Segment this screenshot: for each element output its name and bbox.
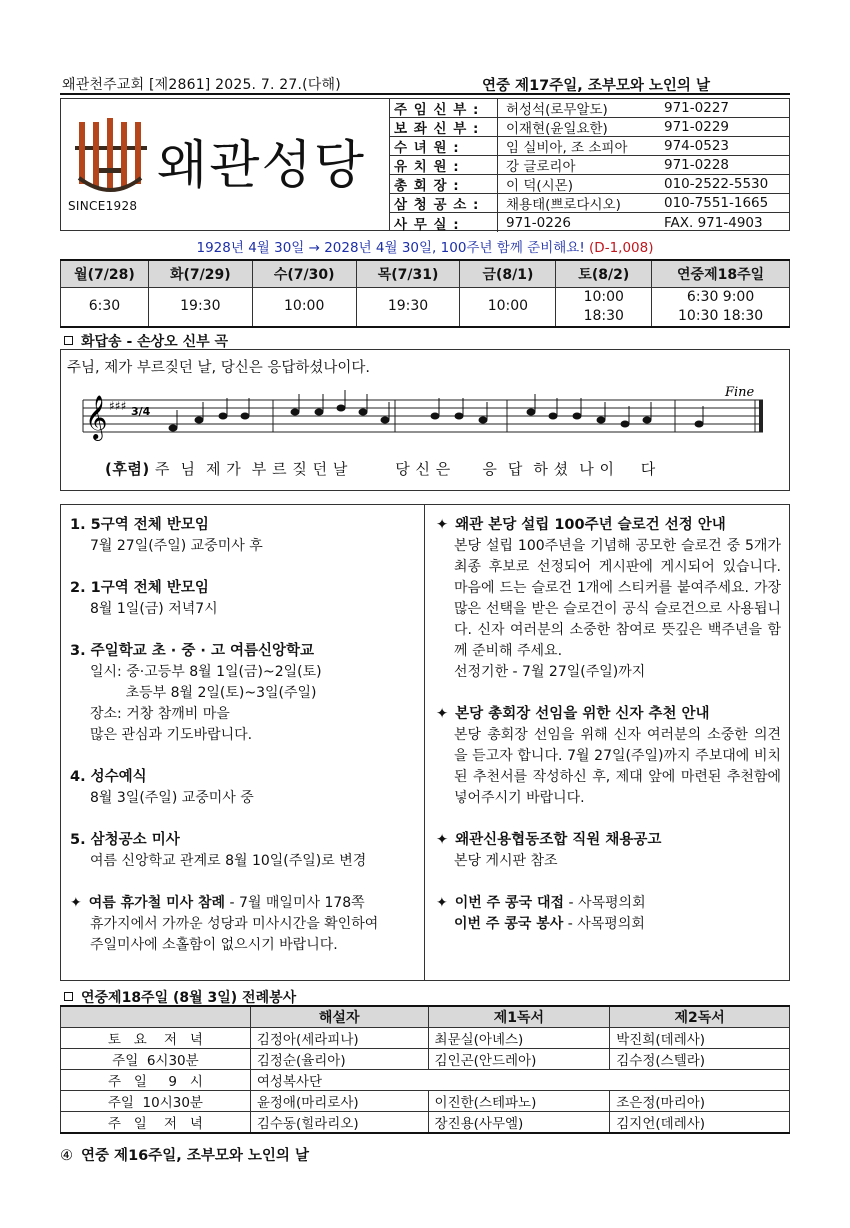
mass-time: 10:00: [583, 288, 624, 305]
spacer: [436, 683, 781, 704]
service-slot: 주일 10시30분: [61, 1091, 251, 1112]
notice-body: 본당 총회장 선임을 위해 신자 여러분의 소중한 의견을 듣고자 합니다. 7월 27일(주일)까지 주보대에 비치된 추천서를 작성하신 후, 제대 앞에 마련된 추천함에 넣어주시기 바랍니다.: [454, 727, 781, 806]
vacation-suffix: - 7월 매일미사 178쪽: [225, 895, 365, 911]
page-number: ④: [60, 1148, 73, 1164]
mass-time-cell: [356, 287, 460, 327]
staff-phone: 971-0228: [664, 157, 729, 173]
service-header: [61, 1006, 251, 1028]
psalm-text: 주님, 제가 부르짖던 날, 당신은 응답하셨나이다.: [67, 360, 371, 376]
star-icon: ✦: [70, 895, 82, 911]
staff-role: 삼 청 공 소 :: [390, 194, 498, 212]
staff-role: 유 치 원 :: [390, 156, 498, 174]
staff-role: 주 임 신 부 :: [390, 99, 498, 117]
soup-kitchen-line: [436, 914, 781, 935]
service-section-title: 연중제18주일 (8월 3일) 전례봉사: [64, 987, 296, 1007]
notice-title: [436, 830, 781, 851]
mass-time: 18:30: [583, 307, 624, 324]
staff-phone: 971-0227: [664, 100, 729, 116]
vacation-body: 주일미사에 소홀함이 없으시기 바랍니다.: [90, 937, 338, 953]
announcement-title: 2. 1구역 전체 반모임: [70, 580, 209, 596]
staff-person: 임 실비아, 조 소피아: [506, 140, 628, 156]
star-icon: ✦: [436, 895, 448, 911]
notice-title: [436, 515, 781, 536]
staff-row: [390, 175, 789, 194]
announcement-title: 5. 삼청공소 미사: [70, 832, 180, 848]
staff-person: 971-0226: [506, 214, 571, 231]
centennial-text: 1928년 4월 30일 → 2028년 4월 30일, 100주년 함께 준비해요!: [196, 240, 585, 256]
service-slot: 토 요 저 녁: [61, 1028, 251, 1049]
mass-time: 19:30: [180, 298, 221, 315]
vacation-title: 여름 휴가철 미사 참례: [88, 895, 226, 911]
church-logo-icon: [71, 116, 151, 196]
logo-box: [60, 98, 390, 231]
staff-person: 이 덕(시몬): [506, 178, 573, 194]
staff-row: [390, 213, 789, 232]
mass-day: 목(7/31): [356, 260, 460, 287]
vacation-notice-title: [70, 893, 415, 914]
mass-time-cell: [652, 287, 790, 327]
staff-row: [390, 137, 789, 156]
spacer: [70, 872, 415, 893]
soup-kitchen-title: 이번 주 콩국 봉사: [454, 916, 564, 932]
staff-phone: 974-0523: [664, 138, 729, 154]
service-person: 최문실(아녜스): [428, 1028, 610, 1049]
fine-mark: Fine: [725, 386, 755, 400]
staff-phone: 971-0229: [664, 119, 729, 135]
mass-time: 10:00: [487, 298, 529, 315]
service-row: [61, 1049, 790, 1070]
announcement-body: 일시: 중·고등부 8월 1일(금)~2일(토): [90, 664, 322, 680]
service-row: [61, 1112, 790, 1134]
liturgical-day: 연중 제17주일, 조부모와 노인의 날: [482, 78, 710, 94]
service-person: 김수동(힐라리오): [250, 1112, 428, 1134]
staff-phone: FAX. 971-4903: [664, 214, 763, 231]
spacer: [70, 620, 415, 641]
svg-text:3/4: 3/4: [131, 405, 151, 418]
star-icon: ✦: [436, 517, 449, 533]
mass-time-cell: [556, 287, 652, 327]
service-person: 김인곤(안드레아): [428, 1049, 610, 1070]
staff-person: 채용태(쁘로다시오): [506, 197, 621, 213]
staff-person: 이재현(윤일요한): [506, 121, 608, 137]
mass-time: 6:30 9:00: [686, 288, 755, 305]
service-person: 김정순(율리아): [250, 1049, 428, 1070]
service-slot: 주일 6시30분: [61, 1049, 251, 1070]
mass-time: 10:00: [284, 298, 325, 315]
treble-clef-icon: 𝄞: [85, 395, 108, 439]
service-person: 조은정(마리아): [610, 1091, 790, 1112]
psalm-section-title: 화답송 - 손상오 신부 곡: [64, 331, 228, 351]
mass-day: 월(7/28): [61, 260, 149, 287]
staff-role: 사 무 실 :: [390, 213, 498, 232]
psalm-lyrics: (후렴) 주 님 제 가 부 르 짖 던 날 당 신 은 응 답 하 셨 나 이 다: [105, 460, 656, 478]
notice-deadline: 선정기한 - 7월 27일(주일)까지: [454, 664, 646, 680]
star-icon: ✦: [436, 706, 449, 722]
soup-kitchen-title: 이번 주 콩국 대접: [454, 895, 565, 911]
notice-title-text: 왜관신용협동조합 직원 채용공고: [455, 832, 662, 848]
service-person: 김정아(세라피나): [250, 1028, 428, 1049]
notice-title: [436, 704, 781, 725]
bulletin-issue: 왜관천주교회 [제2861] 2025. 7. 27.(다해): [62, 77, 341, 93]
staff-role: 총 회 장 :: [390, 175, 498, 193]
mass-time: 10:30 18:30: [678, 307, 764, 324]
mass-day: 연중제18주일: [652, 260, 790, 287]
service-row: [61, 1028, 790, 1049]
staff-row: [390, 156, 789, 175]
section-box-icon: [64, 992, 73, 1001]
notice-title-text: 본당 총회장 선임을 위한 신자 추천 안내: [455, 706, 710, 722]
service-merged: 여성복사단: [250, 1070, 789, 1091]
mass-day: 화(7/29): [148, 260, 252, 287]
service-person: 이진한(스테파노): [428, 1091, 610, 1112]
soup-kitchen-line: [436, 893, 781, 914]
staff-person: 허성석(로무알도): [506, 102, 608, 118]
mass-time: 6:30: [88, 298, 121, 315]
announcement-title: 1. 5구역 전체 반모임: [70, 517, 209, 533]
spacer: [70, 746, 415, 767]
header-rule: [60, 93, 790, 95]
mass-time-cell: [460, 287, 556, 327]
mass-day: 토(8/2): [556, 260, 652, 287]
announcement-body: 많은 관심과 기도바랍니다.: [90, 727, 253, 743]
psalm-box: [60, 349, 790, 491]
service-slot: 주 일 9 시: [61, 1070, 251, 1091]
vacation-body: 휴가지에서 가까운 성당과 미사시간을 확인하여: [90, 916, 379, 932]
mass-time-cell: [148, 287, 252, 327]
announcements-left: [70, 515, 415, 956]
announcement-title: 4. 성수예식: [70, 769, 147, 785]
soup-kitchen-value: - 사목평의회: [563, 916, 645, 932]
notice-title-text: 왜관 본당 설립 100주년 슬로건 선정 안내: [455, 517, 726, 533]
mass-schedule-table: [60, 259, 790, 328]
announcement-body: 초등부 8월 2일(토)~3일(주일): [90, 685, 317, 701]
service-person: 윤정애(마리로사): [250, 1091, 428, 1112]
staff-row: [390, 194, 789, 213]
spacer: [436, 809, 781, 830]
star-icon: ✦: [436, 832, 449, 848]
mass-time-cell: [61, 287, 149, 327]
staff-row: [390, 118, 789, 137]
centennial-banner: [60, 236, 790, 256]
mass-time: 19:30: [387, 298, 429, 315]
announcement-body: 8월 3일(주일) 교중미사 중: [90, 790, 254, 806]
staff-phone: 010-7551-1665: [664, 195, 769, 211]
spacer: [70, 809, 415, 830]
staff-row: [390, 99, 789, 118]
service-person: 장진용(사무엘): [428, 1112, 610, 1134]
since-year: SINCE1928: [68, 199, 138, 213]
mass-day: 수(7/30): [252, 260, 356, 287]
section-box-icon: [64, 336, 73, 345]
church-name: 왜관성당: [157, 136, 366, 196]
service-row: [61, 1091, 790, 1112]
svg-text:♯♯♯: ♯♯♯: [109, 399, 127, 413]
staff-role: 수 녀 원 :: [390, 137, 498, 155]
service-slot: 주 일 저 녁: [61, 1112, 251, 1134]
staff-directory: [390, 98, 790, 231]
announcement-body: 여름 신앙학교 관계로 8월 10일(주일)로 변경: [90, 853, 367, 869]
psalm-score: [75, 386, 775, 456]
mass-time-cell: [252, 287, 356, 327]
notice-body: 본당 게시판 참조: [454, 853, 558, 869]
notice-body: 본당 설립 100주년을 기념해 공모한 슬로건 중 5개가 최종 후보로 선정되어 게시판에 게시되어 있습니다. 마음에 드는 슬로건 1개에 스티커를 붙여주세요. 가장 많은 선택을 받은 슬로건이 공식 슬로건으로 사용됩니다. 신자 여러분의 소중한 참여로 뜻깊은 백주년을 함께 준비해 주세요.: [454, 538, 781, 659]
spacer: [70, 557, 415, 578]
service-row: [61, 1070, 790, 1091]
announcement-body: 8월 1일(금) 저녁7시: [90, 601, 218, 617]
service-person: 김수정(스텔라): [610, 1049, 790, 1070]
announcements-divider: [424, 504, 425, 981]
announcement-title: 3. 주일학교 초 · 중 · 고 여름신앙학교: [70, 643, 315, 659]
staff-phone: 010-2522-5530: [664, 176, 769, 192]
page-footer: ④ 연중 제16주일, 조부모와 노인의 날: [60, 1148, 309, 1164]
announcement-body: 장소: 거창 참깨비 마을: [90, 706, 230, 722]
soup-kitchen-value: - 사목평의회: [564, 895, 646, 911]
service-header: 제2독서: [610, 1006, 790, 1028]
service-person: 박진희(데레사): [610, 1028, 790, 1049]
staff-role: 보 좌 신 부 :: [390, 118, 498, 136]
liturgy-service-table: [60, 1005, 790, 1134]
staff-person: 강 글로리아: [506, 159, 576, 175]
dday-count: (D-1,008): [589, 240, 654, 256]
service-header: 해설자: [250, 1006, 428, 1028]
announcements-right: [436, 515, 781, 935]
service-person: 김지언(데레사): [610, 1112, 790, 1134]
mass-day: 금(8/1): [460, 260, 556, 287]
service-header: 제1독서: [428, 1006, 610, 1028]
announcement-body: 7월 27일(주일) 교중미사 후: [90, 538, 263, 554]
spacer: [436, 872, 781, 893]
